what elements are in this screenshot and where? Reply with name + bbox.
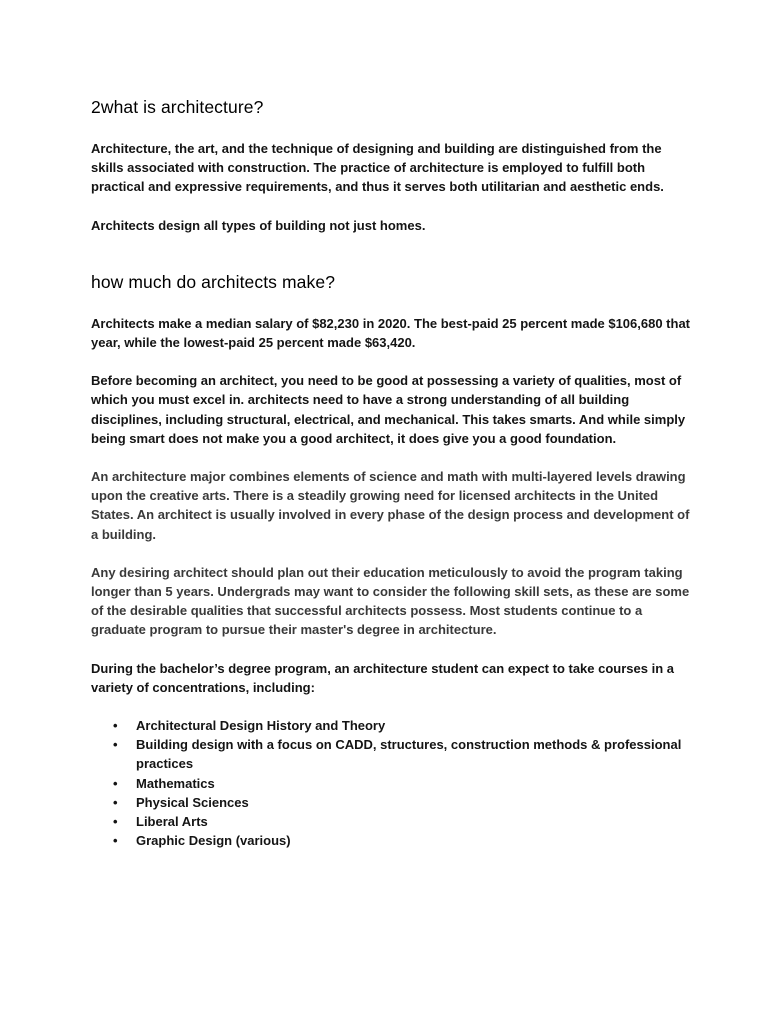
bullet-icon: • — [113, 833, 118, 849]
list-item — [91, 735, 691, 773]
paragraph-building-types: Architects design all types of building not just homes. — [91, 217, 426, 233]
list-item-text: Mathematics — [136, 775, 215, 791]
bullet-icon: • — [113, 718, 118, 734]
bullet-icon: • — [113, 737, 118, 753]
heading-what-is-architecture: 2what is architecture? — [91, 97, 264, 117]
list-item-text: Architectural Design History and Theory — [136, 718, 386, 734]
paragraph-qualities: Before becoming an architect, you need to be good at possessing a variety of qualities, most of which you must excel in. architects need to have a strong understanding of all building disciplines, including structural, electrical, and mechanical. This takes smarts. And while simply being smart does not make you a good architect, it does give you a good foundation. — [91, 373, 686, 446]
list-item-text: Graphic Design (various) — [136, 833, 291, 849]
paragraph-education: Any desiring architect should plan out their education meticulously to avoid the program taking longer than 5 years. Undergrads may want to consider the following skill sets, as these are some of the desirable qualities that successful architects possess. Most students continue to a graduate program to pursue their master's degree in architecture. — [91, 564, 690, 638]
list-item — [91, 812, 691, 831]
list-item — [91, 793, 691, 812]
heading-architect-salary: how much do architects make? — [91, 271, 336, 292]
bullet-icon: • — [113, 794, 118, 810]
list-item — [91, 774, 691, 793]
paragraph-definition: Architecture, the art, and the technique of designing and building are distinguished from the skills associated with construction. The practice of architecture is employed to fulfill both practical and expressive requirements, and thus it serves both utilitarian and aesthetic ends. — [91, 141, 664, 195]
bullet-icon: • — [113, 814, 118, 830]
document-body — [91, 96, 691, 850]
paragraph-courses-intro: During the bachelor’s degree program, an architecture student can expect to take courses in a variety of concentrations, including: — [91, 660, 675, 695]
list-item — [91, 831, 691, 850]
course-list — [91, 716, 691, 850]
list-item-text: Liberal Arts — [136, 814, 208, 830]
paragraph-major: An architecture major combines elements of science and math with multi-layered levels drawing upon the creative arts. There is a steadily growing need for licensed architects in the United States. An architect is usually involved in every phase of the design process and development of a building. — [91, 469, 690, 542]
list-item-text: Physical Sciences — [136, 794, 249, 810]
bullet-icon: • — [113, 775, 118, 791]
list-item-text: Building design with a focus on CADD, structures, construction methods & professional practices — [136, 737, 682, 772]
paragraph-salary: Architects make a median salary of $82,230 in 2020. The best-paid 25 percent made $106,680 that year, while the lowest-paid 25 percent made $63,420. — [91, 315, 691, 351]
list-item — [91, 716, 691, 735]
